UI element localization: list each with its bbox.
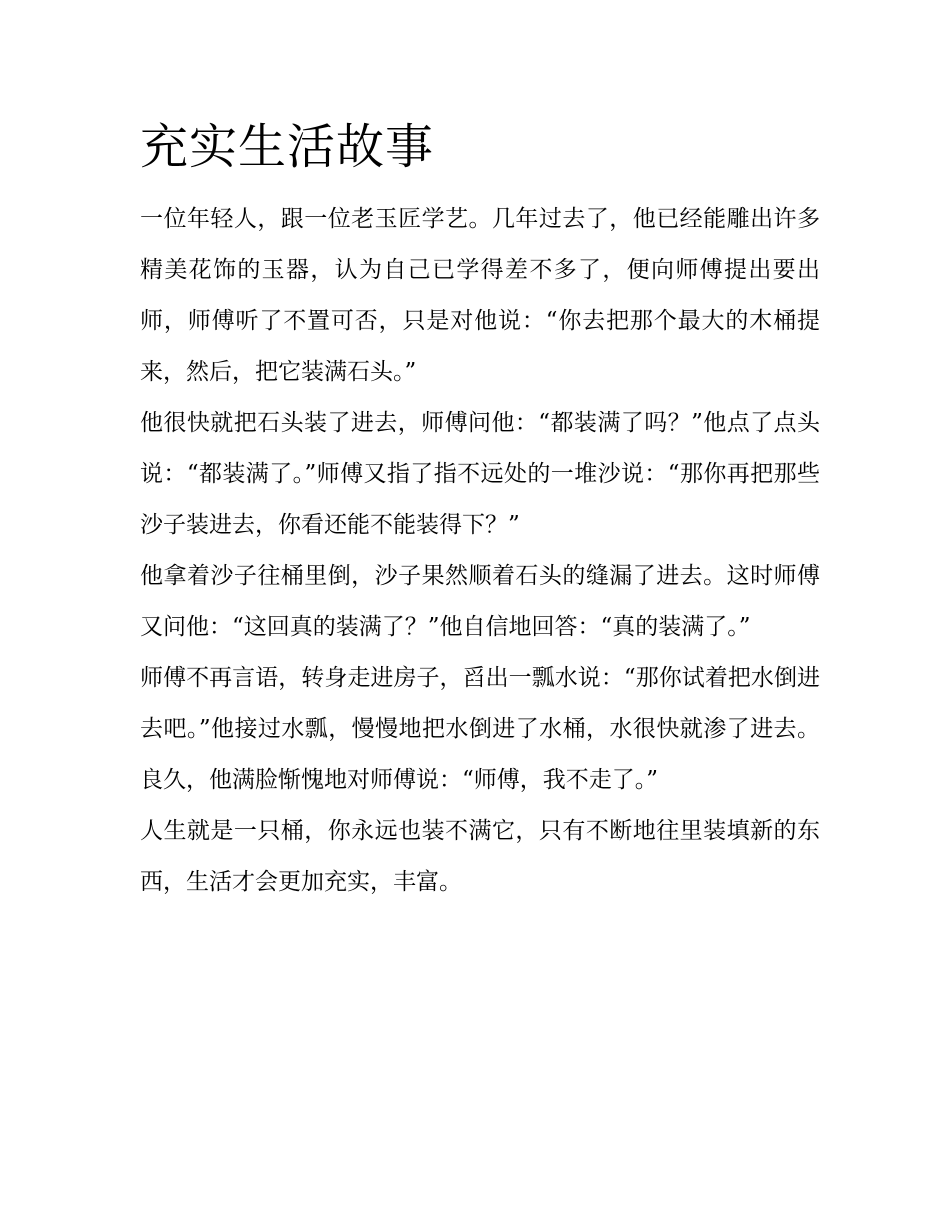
paragraph-2: 他很快就把石头装了进去，师傅问他：“都装满了吗？”他点了点头说：“都装满了。”师傅又指了指不远处的一堆沙说：“那你再把那些沙子装进去，你看还能不能装得下？”	[140, 410, 820, 538]
paragraph-5: 人生就是一只桶，你永远也装不满它，只有不断地往里装填新的东西，生活才会更加充实，丰富。	[140, 818, 820, 895]
paragraph-1: 一位年轻人，跟一位老玉匠学艺。几年过去了，他已经能雕出许多精美花饰的玉器，认为自己已学得差不多了，便向师傅提出要出师，师傅听了不置可否，只是对他说：“你去把那个最大的木桶提来，然后，把它装满石头。”	[140, 206, 820, 385]
document-page	[140, 116, 820, 908]
paragraph-4: 师傅不再言语，转身走进房子，舀出一瓢水说：“那你试着把水倒进去吧。”他接过水瓢，慢慢地把水倒进了水桶，水很快就渗了进去。良久，他满脸惭愧地对师傅说：“师傅，我不走了。”	[140, 665, 820, 793]
paragraph-3: 他拿着沙子往桶里倒，沙子果然顺着石头的缝漏了进去。这时师傅又问他：“这回真的装满了？”他自信地回答：“真的装满了。”	[140, 563, 820, 640]
document-title: 充实生活故事	[140, 119, 435, 175]
